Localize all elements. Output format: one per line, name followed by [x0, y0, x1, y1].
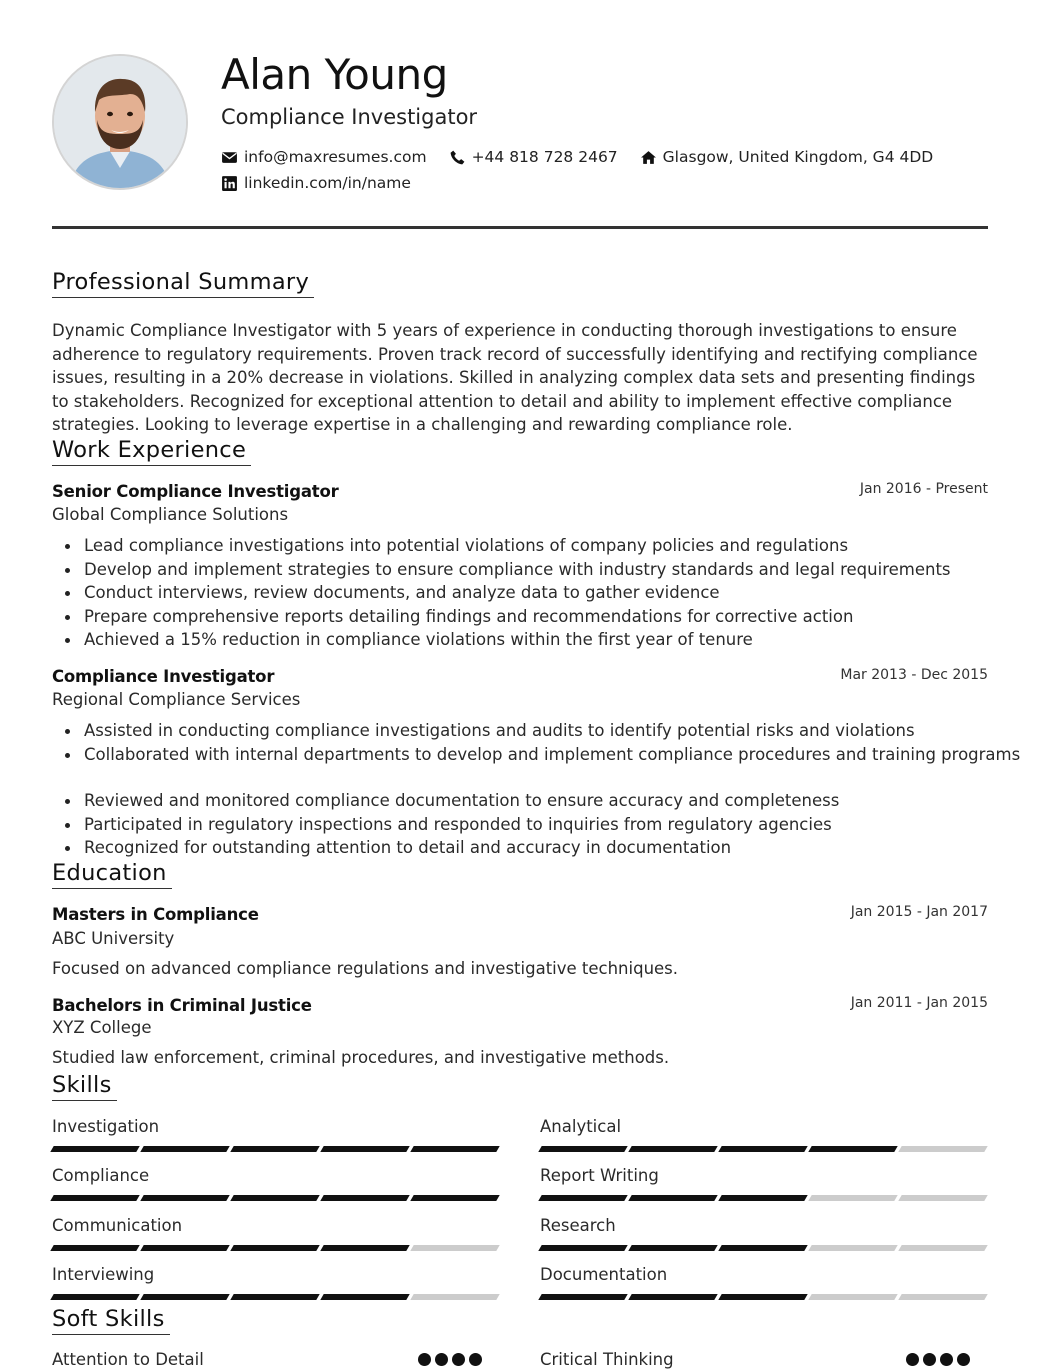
skill-level-segment	[320, 1146, 409, 1152]
list-item: Develop and implement strategies to ensure compliance with industry standards and legal requirements	[84, 558, 1020, 582]
skill-level-segment	[140, 1245, 229, 1251]
soft-skill-level-dot	[418, 1353, 431, 1366]
soft-skill-label: Attention to Detail	[52, 1350, 204, 1369]
skill-level-segment	[808, 1195, 897, 1201]
candidate-title: Compliance Investigator	[221, 105, 478, 129]
soft-skill-level-dot	[469, 1353, 482, 1366]
email-item[interactable]	[221, 148, 427, 166]
skill-level-segment	[628, 1294, 717, 1300]
skill-level-segment	[538, 1294, 627, 1300]
skill-item	[540, 1214, 987, 1251]
skill-label: Interviewing	[52, 1265, 155, 1284]
linkedin-text: linkedin.com/in/name	[244, 174, 411, 192]
school-name: ABC University	[52, 929, 175, 948]
education-dates: Jan 2011 - Jan 2015	[850, 995, 988, 1011]
skill-label: Communication	[52, 1216, 183, 1235]
soft-skill-dots	[418, 1353, 482, 1366]
skill-level-segment	[320, 1294, 409, 1300]
skill-level-bar	[52, 1245, 499, 1251]
skill-item	[52, 1115, 499, 1152]
skill-label: Documentation	[540, 1265, 668, 1284]
soft-skill-level-dot	[906, 1353, 919, 1366]
skill-level-bar	[52, 1294, 499, 1300]
job-company: Regional Compliance Services	[52, 690, 301, 709]
job-bullets	[52, 534, 1020, 652]
school-name: XYZ College	[52, 1018, 152, 1037]
soft-skill-level-dot	[435, 1353, 448, 1366]
job-bullets	[52, 719, 1020, 766]
header-divider	[52, 226, 988, 229]
soft-skill-level-dot	[957, 1353, 970, 1366]
skill-level-segment	[320, 1195, 409, 1201]
job-company: Global Compliance Solutions	[52, 505, 289, 524]
skill-level-segment	[50, 1245, 139, 1251]
soft-skill-dots	[906, 1353, 970, 1366]
list-item: Conduct interviews, review documents, and analyze data to gather evidence	[84, 581, 1020, 605]
skill-level-segment	[230, 1294, 319, 1300]
skill-label: Research	[540, 1216, 616, 1235]
location-text: Glasgow, United Kingdom, G4 4DD	[662, 148, 934, 166]
skill-item	[52, 1214, 499, 1251]
skill-level-segment	[410, 1294, 499, 1300]
skill-level-bar	[540, 1245, 987, 1251]
job-dates: Mar 2013 - Dec 2015	[840, 667, 988, 683]
skill-item	[52, 1263, 499, 1300]
soft-skill-item	[52, 1350, 482, 1369]
skill-level-segment	[50, 1294, 139, 1300]
list-item: Reviewed and monitored compliance documentation to ensure accuracy and completeness	[84, 789, 1020, 813]
skill-level-segment	[718, 1195, 807, 1201]
skill-level-segment	[538, 1146, 627, 1152]
soft-skill-level-dot	[923, 1353, 936, 1366]
skill-label: Investigation	[52, 1117, 160, 1136]
job-title: Senior Compliance Investigator	[52, 482, 339, 501]
list-item: Assisted in conducting compliance investigations and audits to identify potential risks and violations	[84, 719, 1020, 743]
skill-item	[540, 1263, 987, 1300]
skill-level-segment	[898, 1195, 987, 1201]
soft-skill-level-dot	[452, 1353, 465, 1366]
skill-level-segment	[898, 1294, 987, 1300]
skill-level-segment	[898, 1146, 987, 1152]
list-item: Participated in regulatory inspections and responded to inquiries from regulatory agencies	[84, 813, 1020, 837]
skill-level-segment	[808, 1245, 897, 1251]
skill-level-segment	[50, 1146, 139, 1152]
skill-level-segment	[140, 1294, 229, 1300]
degree-title: Masters in Compliance	[52, 905, 259, 924]
linkedin-item[interactable]	[221, 174, 411, 192]
linkedin-icon	[221, 175, 238, 192]
skill-level-segment	[538, 1245, 627, 1251]
soft-skill-label: Critical Thinking	[540, 1350, 674, 1369]
skill-level-segment	[410, 1245, 499, 1251]
skill-level-segment	[898, 1245, 987, 1251]
skill-level-segment	[718, 1146, 807, 1152]
skill-level-segment	[230, 1195, 319, 1201]
skill-label: Report Writing	[540, 1166, 659, 1185]
candidate-name: Alan Young	[221, 50, 448, 99]
skill-label: Analytical	[540, 1117, 622, 1136]
education-heading: Education	[52, 859, 172, 889]
soft-skills-heading: Soft Skills	[52, 1305, 170, 1335]
summary-heading: Professional Summary	[52, 268, 314, 298]
skills-heading: Skills	[52, 1071, 117, 1101]
skill-level-segment	[628, 1146, 717, 1152]
envelope-icon	[221, 149, 238, 166]
home-icon	[640, 149, 657, 166]
list-item: Achieved a 15% reduction in compliance violations within the first year of tenure	[84, 628, 1020, 652]
skill-level-segment	[718, 1245, 807, 1251]
skill-level-segment	[808, 1294, 897, 1300]
skill-level-segment	[410, 1195, 499, 1201]
skill-level-segment	[140, 1195, 229, 1201]
skill-level-bar	[540, 1294, 987, 1300]
skill-level-segment	[230, 1146, 319, 1152]
skill-level-bar	[540, 1195, 987, 1201]
skill-item	[540, 1115, 987, 1152]
phone-icon	[449, 149, 466, 166]
list-item: Prepare comprehensive reports detailing findings and recommendations for corrective action	[84, 605, 1020, 629]
skill-level-segment	[50, 1195, 139, 1201]
skill-item	[540, 1164, 987, 1201]
person-portrait-icon	[54, 56, 186, 188]
soft-skill-item	[540, 1350, 970, 1369]
resume-page	[52, 0, 1021, 1372]
skill-level-segment	[718, 1294, 807, 1300]
contact-info	[221, 145, 955, 197]
skill-level-segment	[230, 1245, 319, 1251]
list-item: Collaborated with internal departments to develop and implement compliance procedures and training programs	[84, 743, 1020, 767]
experience-heading: Work Experience	[52, 436, 251, 466]
phone-text: +44 818 728 2467	[471, 148, 618, 166]
skill-level-bar	[52, 1195, 499, 1201]
job-dates: Jan 2016 - Present	[859, 481, 988, 497]
education-description: Focused on advanced compliance regulations and investigative techniques.	[52, 959, 679, 978]
skill-level-segment	[410, 1146, 499, 1152]
education-description: Studied law enforcement, criminal procedures, and investigative methods.	[52, 1048, 670, 1067]
skill-level-bar	[52, 1146, 499, 1152]
list-item: Recognized for outstanding attention to detail and accuracy in documentation	[84, 836, 1020, 860]
list-item: Lead compliance investigations into potential violations of company policies and regulations	[84, 534, 1020, 558]
profile-photo	[52, 54, 188, 190]
job-title: Compliance Investigator	[52, 667, 275, 686]
skill-level-segment	[320, 1245, 409, 1251]
skill-level-segment	[140, 1146, 229, 1152]
skill-level-segment	[808, 1146, 897, 1152]
email-text: info@maxresumes.com	[244, 148, 427, 166]
skill-level-segment	[628, 1195, 717, 1201]
summary-text: Dynamic Compliance Investigator with 5 years of experience in conducting thorough investigations to ensure adherence to regulatory requirements. Proven track record of successfully identifying and rectifying compliance issues, resulting in a 20% decrease in violations. Skilled in analyzing complex data sets and presenting findings to stakeholders. Recognized for exceptional attention to detail and ability to implement effective compliance strategies. Looking to leverage expertise in a challenging and rewarding compliance role.	[52, 321, 978, 435]
job-bullets	[52, 789, 1020, 860]
skill-level-bar	[540, 1146, 987, 1152]
education-dates: Jan 2015 - Jan 2017	[850, 904, 988, 920]
skill-level-segment	[628, 1245, 717, 1251]
phone-item[interactable]	[449, 148, 618, 166]
skill-level-segment	[538, 1195, 627, 1201]
skill-label: Compliance	[52, 1166, 150, 1185]
degree-title: Bachelors in Criminal Justice	[52, 996, 312, 1015]
location-item	[640, 148, 934, 166]
soft-skill-level-dot	[940, 1353, 953, 1366]
skill-item	[52, 1164, 499, 1201]
